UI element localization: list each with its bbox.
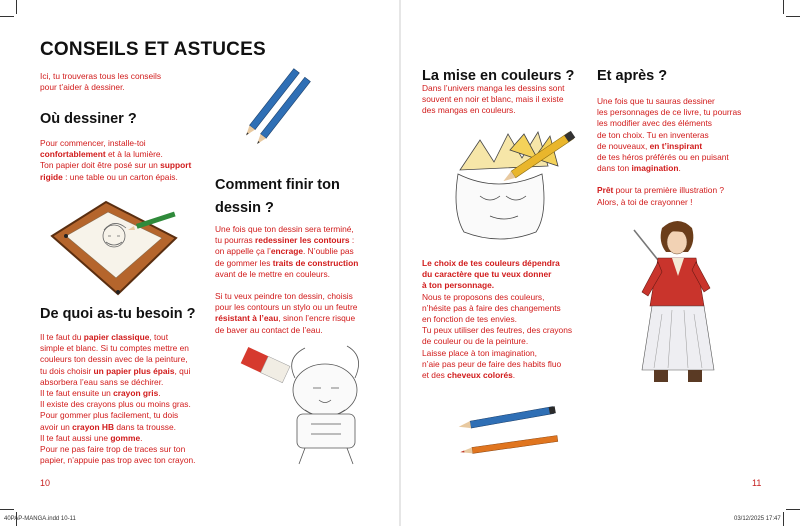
sketch-crown (456, 132, 558, 239)
spacer (597, 174, 741, 185)
intro-line: Ici, tu trouveras tous les conseils (40, 71, 162, 81)
colour-heading: La mise en couleurs ? (422, 68, 575, 84)
colour-intro-text (422, 83, 564, 117)
text-line: Si tu veux peindre ton dessin, choisis (215, 291, 353, 302)
print-slug: 40PAP-MANGA.indd 10-11 (4, 516, 76, 522)
need-heading: De quoi as-tu besoin ? (40, 306, 196, 322)
page-number: 11 (752, 478, 762, 488)
text-line: résistant à l’eau, sinon l’encre risque (215, 313, 356, 324)
text-line: rigide : une table ou un carton épais. (40, 171, 178, 182)
text-line: de couleur ou de la peinture. (422, 336, 529, 347)
text-line: Il te faut du papier classique, tout (40, 332, 169, 342)
where-heading: Où dessiner ? (40, 111, 137, 127)
text-line: en fonction de tes envies. (422, 314, 517, 325)
text-line: couleurs ton dessin avec de la peinture, (40, 354, 188, 365)
colour-text (422, 258, 572, 381)
spacer (215, 280, 358, 291)
text-line: et des cheveux colorés. (422, 370, 516, 381)
finish-heading-line: dessin ? (215, 200, 274, 216)
right-page (400, 0, 800, 526)
text-line: confortablement et à la lumière. (40, 149, 163, 160)
text-line: Nous te proposons des couleurs, (422, 291, 545, 302)
text-line: les personnages de ce livre, tu pourras (597, 107, 742, 118)
after-text (597, 96, 741, 208)
finish-heading-line: Comment finir ton (215, 177, 340, 193)
text-line: souvent en noir et blanc, mais il existe (422, 94, 564, 105)
drawing-board-illustration (44, 198, 184, 298)
where-text (40, 138, 191, 183)
text-line: avoir un crayon HB dans ta trousse. (40, 421, 176, 432)
text-line: de ton choix. Tu en inventeras (597, 129, 709, 140)
text-line: Il existe des crayons plus ou moins gras. (40, 399, 191, 410)
text-line: absorbera l’eau sans se déchirer. (40, 376, 164, 387)
sketch-warrior (292, 346, 359, 464)
after-heading: Et après ? (597, 68, 668, 84)
text-line: les modifier avec des éléments (597, 118, 712, 129)
text-line: n’hésite pas à faire des changements (422, 302, 561, 313)
intro-text (40, 71, 161, 93)
text-line: des mangas en couleurs. (422, 105, 516, 116)
text-line: à ton personnage. (422, 280, 495, 291)
text-line: pour les contours un stylo ou un feutre (215, 302, 358, 313)
text-line: Ton papier doit être posé sur un support (40, 160, 192, 171)
eraser-sketch-illustration (235, 338, 385, 468)
two-pencils-illustration (232, 62, 327, 137)
text-line: de tes héros préférés ou en puisant (597, 152, 729, 163)
text-line: Pour ne pas faire trop de traces sur ton (40, 444, 186, 455)
text-line: avant de le mettre en couleurs. (215, 268, 330, 279)
finish-text (215, 224, 358, 336)
text-line: Dans l’univers manga les dessins sont (422, 83, 565, 93)
face (667, 230, 687, 254)
page-number: 10 (40, 478, 51, 488)
text-line: n’aie pas peur de faire des habits fluo (422, 358, 562, 369)
text-line: de gommer les traits de construction (215, 257, 359, 268)
text-line: tu dois choisir un papier plus épais, qui (40, 365, 191, 376)
finish-heading (215, 176, 340, 221)
text-line: de baver au contact de l’eau. (215, 324, 323, 335)
text-line: du caractère que tu veux donner (422, 269, 552, 280)
text-line: Il te faut aussi une gomme. (40, 432, 143, 443)
eraser-icon (241, 347, 290, 383)
page-title: CONSEILS ET ASTUCES (40, 39, 266, 60)
samurai-character-illustration (628, 218, 728, 390)
text-line: tu pourras redessiner les contours : (215, 235, 355, 246)
text-line: Laisse place à ton imagination, (422, 347, 537, 358)
text-line: Pour gommer plus facilement, tu dois (40, 410, 179, 421)
text-line: papier, n’appuie pas trop avec ton crayon. (40, 455, 196, 466)
need-text (40, 332, 196, 466)
pencil-colouring-illustration (450, 130, 590, 240)
print-slug: 03/12/2025 17:47 (734, 516, 781, 522)
text-line: Le choix de tes couleurs dépendra (422, 258, 560, 268)
text-line: Tu peux utiliser des feutres, des crayons (422, 325, 573, 336)
text-line: Une fois que ton dessin sera terminé, (215, 224, 354, 234)
text-line: de nouveaux, en t’inspirant (597, 140, 703, 151)
text-line: Il te faut ensuite un crayon gris. (40, 388, 161, 399)
text-line: Alors, à toi de crayonner ! (597, 196, 693, 207)
text-line: Prêt pour ta première illustration ? (597, 185, 725, 196)
text-line: on appelle ça l’encrage. N’oublie pas (215, 246, 354, 257)
intro-line: pour t’aider à dessiner. (40, 82, 125, 93)
text-line: Une fois que tu sauras dessiner (597, 96, 715, 106)
coloured-pencils-illustration (456, 398, 566, 468)
hakama (642, 306, 714, 370)
text-line: dans ton imagination. (597, 163, 681, 174)
text-line: simple et blanc. Si tu comptes mettre en (40, 343, 189, 354)
text-line: Pour commencer, installe-toi (40, 138, 146, 148)
